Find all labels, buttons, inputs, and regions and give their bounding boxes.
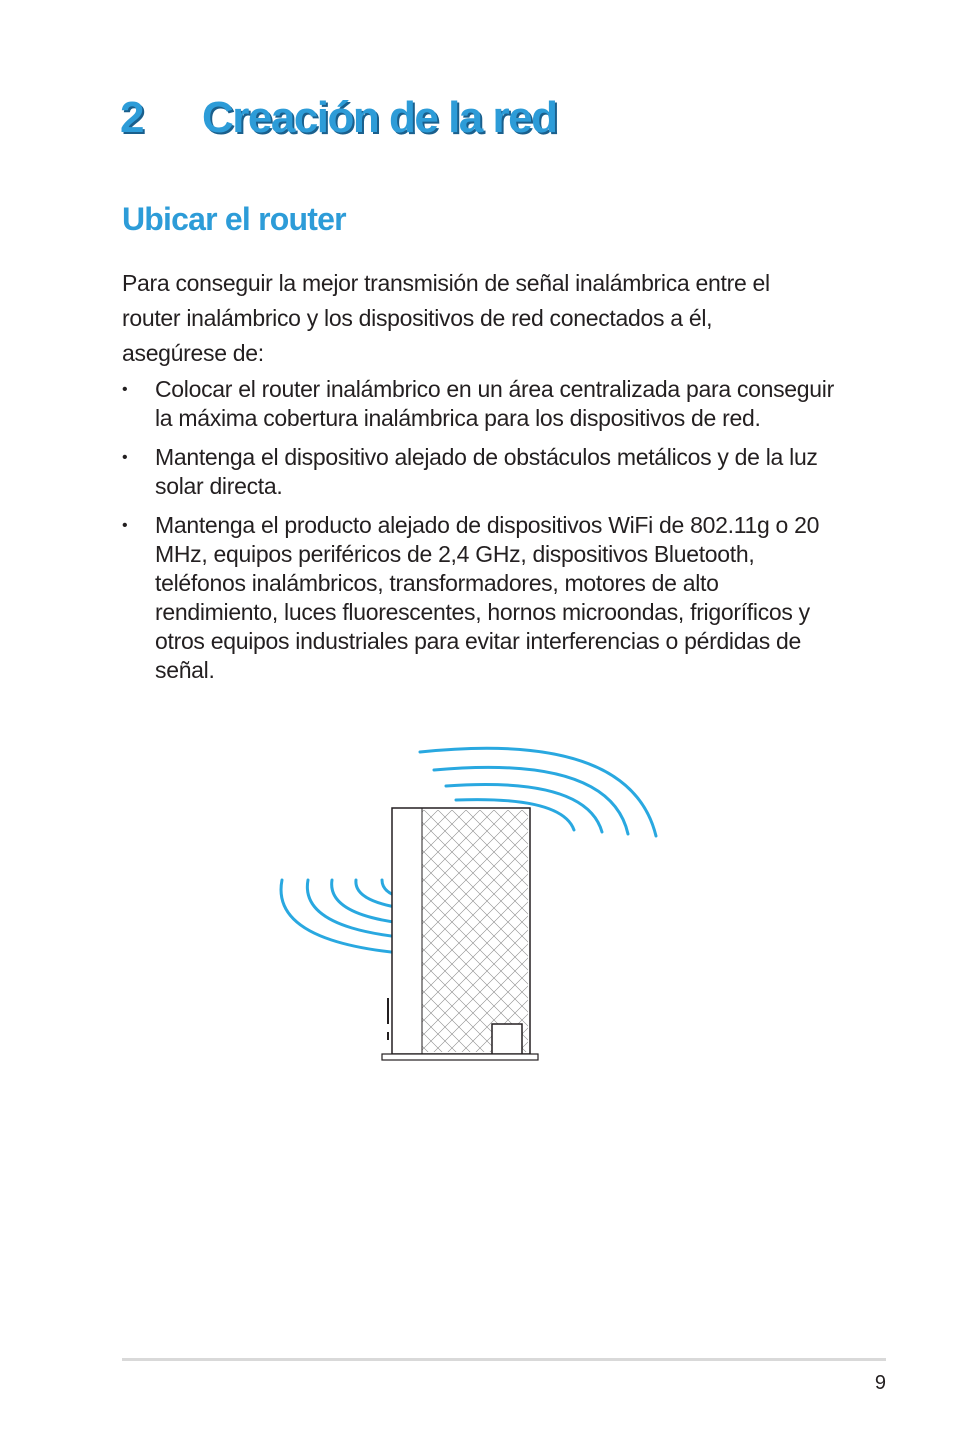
router-illustration <box>270 740 670 1070</box>
page-number: 9 <box>874 1372 886 1394</box>
bullet-icon: • <box>122 381 128 398</box>
list-item <box>122 511 834 685</box>
list-item <box>122 443 834 501</box>
router-icon <box>382 808 538 1060</box>
list-item-text: Colocar el router inalámbrico en un área centralizada para conseguir la máxima cobertura inalámbrica para los dispositivos de red. <box>155 376 834 431</box>
bullet-list <box>122 375 834 695</box>
chapter-number: 2 <box>120 93 143 142</box>
bullet-icon: • <box>122 449 128 466</box>
intro-paragraph: Para conseguir la mejor transmisión de señal inalámbrica entre el router inalámbrico y los dispositivos de red conectados a él, asegúrese de: <box>122 270 770 366</box>
router-figure <box>270 740 670 1070</box>
chapter-title-text: Creación de la red <box>202 93 557 142</box>
section-title: Ubicar el router <box>122 201 346 237</box>
bullet-icon: • <box>122 517 128 534</box>
list-item-text: Mantenga el dispositivo alejado de obstáculos metálicos y de la luz solar directa. <box>155 444 818 499</box>
footer-rule <box>122 1358 886 1361</box>
list-item <box>122 375 834 433</box>
list-item-text: Mantenga el producto alejado de dispositivos WiFi de 802.11g o 20 MHz, equipos periféricos de 2,4 GHz, dispositivos Bluetooth, teléfonos inalámbricos, transformadores, motores de alto rendimiento, luces fluorescentes, hornos microondas, frigoríficos y otros equipos industriales para evitar interferencias o pérdidas de señal. <box>155 512 820 683</box>
chapter-title <box>120 92 556 144</box>
